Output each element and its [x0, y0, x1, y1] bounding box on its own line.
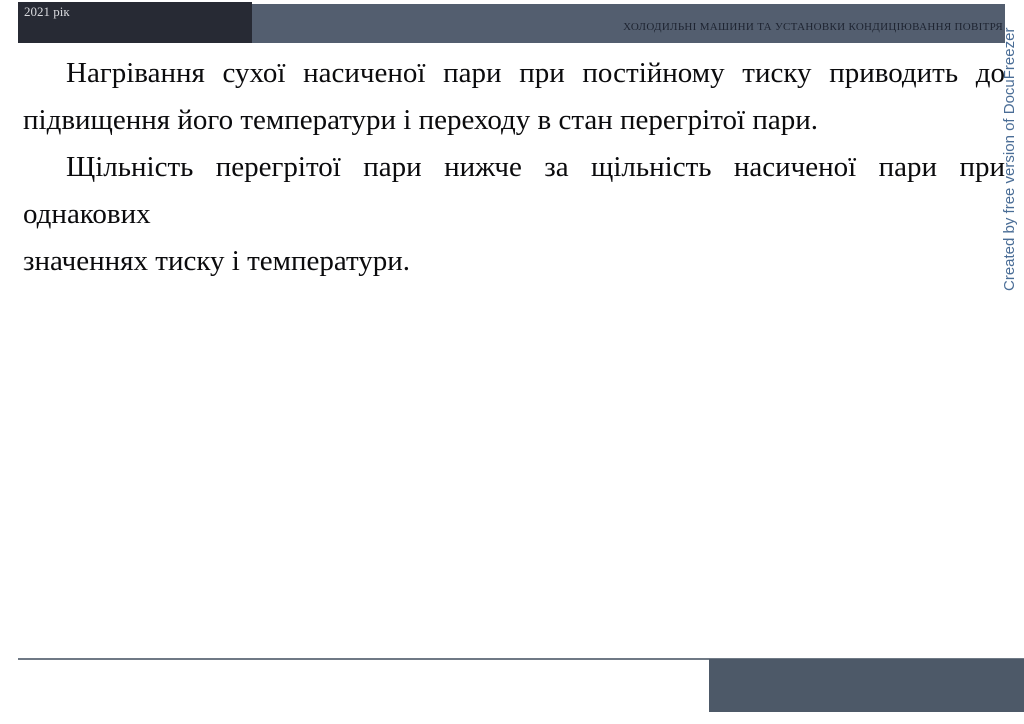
paragraph-2-line-1: Щільність перегрітої пари нижче за щільність насиченої пари при однакових	[23, 151, 1005, 230]
footer-corner-box	[709, 659, 1024, 712]
paragraph-1-line-1: Нагрівання сухої насиченої пари при постійному тиску приводить до	[66, 57, 1005, 89]
document-body	[23, 50, 1005, 285]
header-year-box	[18, 2, 252, 43]
header-bar	[252, 4, 1005, 43]
paragraph-1-line-2: підвищення його температури і переходу в стан перегрітої пари.	[23, 104, 818, 136]
document-title: ХОЛОДИЛЬНІ МАШИНИ ТА УСТАНОВКИ КОНДИЦІЮВАННЯ ПОВІТРЯ	[623, 20, 1003, 33]
paragraph-2-line-2: значеннях тиску і температури.	[23, 245, 411, 277]
year-label: 2021 рік	[24, 4, 70, 19]
watermark-docufreezer: Created by free version of DocuFreezer	[1001, 27, 1018, 291]
